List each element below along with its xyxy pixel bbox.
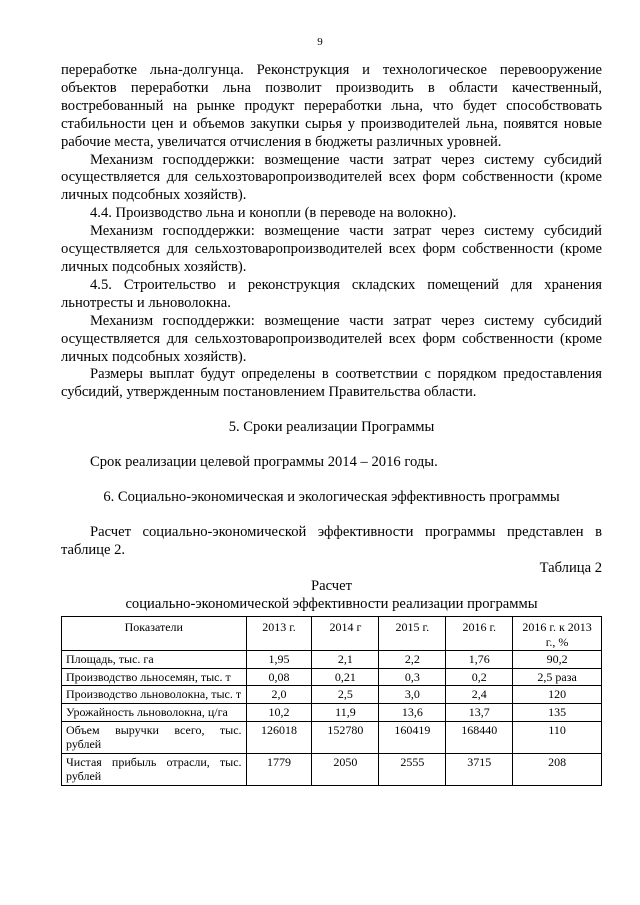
table-cell: 2,5 раза — [513, 668, 602, 686]
paragraph: 4.4. Производство льна и конопли (в переводе на волокно). — [90, 205, 457, 222]
paragraph: Механизм господдержки: возмещение части затрат через систему субсидий осуществляется для сельхозтоваропроизводителей всех форм собственности (кроме личных подсобных хозяйств). — [61, 223, 602, 275]
paragraph: Размеры выплат будут определены в соответствии с порядком предоставления субсидий, утвержденным постановлением Правительства области. — [61, 366, 602, 401]
table-cell: 13,6 — [379, 703, 446, 721]
table-cell: 1,95 — [246, 651, 312, 669]
table-cell: 0,2 — [446, 668, 513, 686]
table-row — [62, 703, 602, 721]
table-cell: 2,2 — [379, 651, 446, 669]
document-body — [61, 62, 602, 613]
row-label: Чистая прибыль отрасли, тыс. рублей — [62, 753, 247, 785]
table-cell: 1,76 — [446, 651, 513, 669]
table-title-line2: социально-экономической эффективности реализации программы — [125, 595, 538, 612]
table-cell: 2,5 — [312, 686, 379, 704]
table-row — [62, 686, 602, 704]
row-label: Производство льноволокна, тыс. т — [62, 686, 247, 704]
page-number: 9 — [317, 36, 323, 48]
paragraph: переработке льна-долгунца. Реконструкция и технологическое перевооружение объектов переработки льна позволит производить в области качественный, востребованный на рынке продукт переработки льна, что будет способствовать стабильности цен и объемов закупки сырья у производителей льна, появятся новые рабочие места, увеличатся отчисления в бюджеты различных уровней. — [61, 62, 602, 150]
table-cell: 0,08 — [246, 668, 312, 686]
table-cell: 135 — [513, 703, 602, 721]
table-cell: 10,2 — [246, 703, 312, 721]
column-header: Показатели — [62, 617, 247, 651]
column-header: 2016 г. к 2013 г., % — [513, 617, 602, 651]
section-6-heading: 6. Социально-экономическая и экологическая эффективность программы — [103, 489, 560, 506]
table-cell: 2050 — [312, 753, 379, 785]
table-cell: 0,3 — [379, 668, 446, 686]
table-row — [62, 721, 602, 753]
table-header-row — [62, 617, 602, 651]
table-cell: 2,0 — [246, 686, 312, 704]
row-label: Производство льносемян, тыс. т — [62, 668, 247, 686]
table-cell: 168440 — [446, 721, 513, 753]
row-label: Урожайность льноволокна, ц/га — [62, 703, 247, 721]
paragraph: Механизм господдержки: возмещение части затрат через систему субсидий осуществляется для сельхозтоваропроизводителей всех форм собственности (кроме личных подсобных хозяйств). — [61, 312, 602, 365]
table-row — [62, 753, 602, 785]
table-cell: 2555 — [379, 753, 446, 785]
table-row — [62, 651, 602, 669]
table-cell: 11,9 — [312, 703, 379, 721]
table-cell: 2,4 — [446, 686, 513, 704]
table-cell: 0,21 — [312, 668, 379, 686]
table-cell: 126018 — [246, 721, 312, 753]
table-cell: 160419 — [379, 721, 446, 753]
table-cell: 3,0 — [379, 686, 446, 704]
row-label: Объем выручки всего, тыс. рублей — [62, 721, 247, 753]
table-cell: 3715 — [446, 753, 513, 785]
column-header: 2015 г. — [379, 617, 446, 651]
row-label: Площадь, тыс. га — [62, 651, 247, 669]
paragraph: Механизм господдержки: возмещение части затрат через систему субсидий осуществляется для сельхозтоваропроизводителей всех форм собственности (кроме личных подсобных хозяйств). — [61, 151, 602, 204]
table-cell: 90,2 — [513, 651, 602, 669]
table-cell: 152780 — [312, 721, 379, 753]
table-cell: 120 — [513, 686, 602, 704]
column-header: 2016 г. — [446, 617, 513, 651]
table-title-line1: Расчет — [311, 577, 352, 594]
table-cell: 13,7 — [446, 703, 513, 721]
table-label: Таблица 2 — [539, 559, 602, 576]
section-5-text: Срок реализации целевой программы 2014 – 2016 годы. — [90, 454, 438, 471]
table-cell: 110 — [513, 721, 602, 753]
section-5-heading: 5. Сроки реализации Программы — [228, 419, 435, 436]
efficiency-table — [61, 616, 602, 786]
column-header: 2014 г — [312, 617, 379, 651]
paragraph: 4.5. Строительство и реконструкция складских помещений для хранения льнотресты и льноволокна. — [61, 276, 602, 311]
table-row — [62, 668, 602, 686]
column-header: 2013 г. — [246, 617, 312, 651]
table-cell: 2,1 — [312, 651, 379, 669]
section-6-text: Расчет социально-экономической эффективности программы представлен в таблице 2. — [61, 523, 602, 558]
table-cell: 1779 — [246, 753, 312, 785]
table-cell: 208 — [513, 753, 602, 785]
